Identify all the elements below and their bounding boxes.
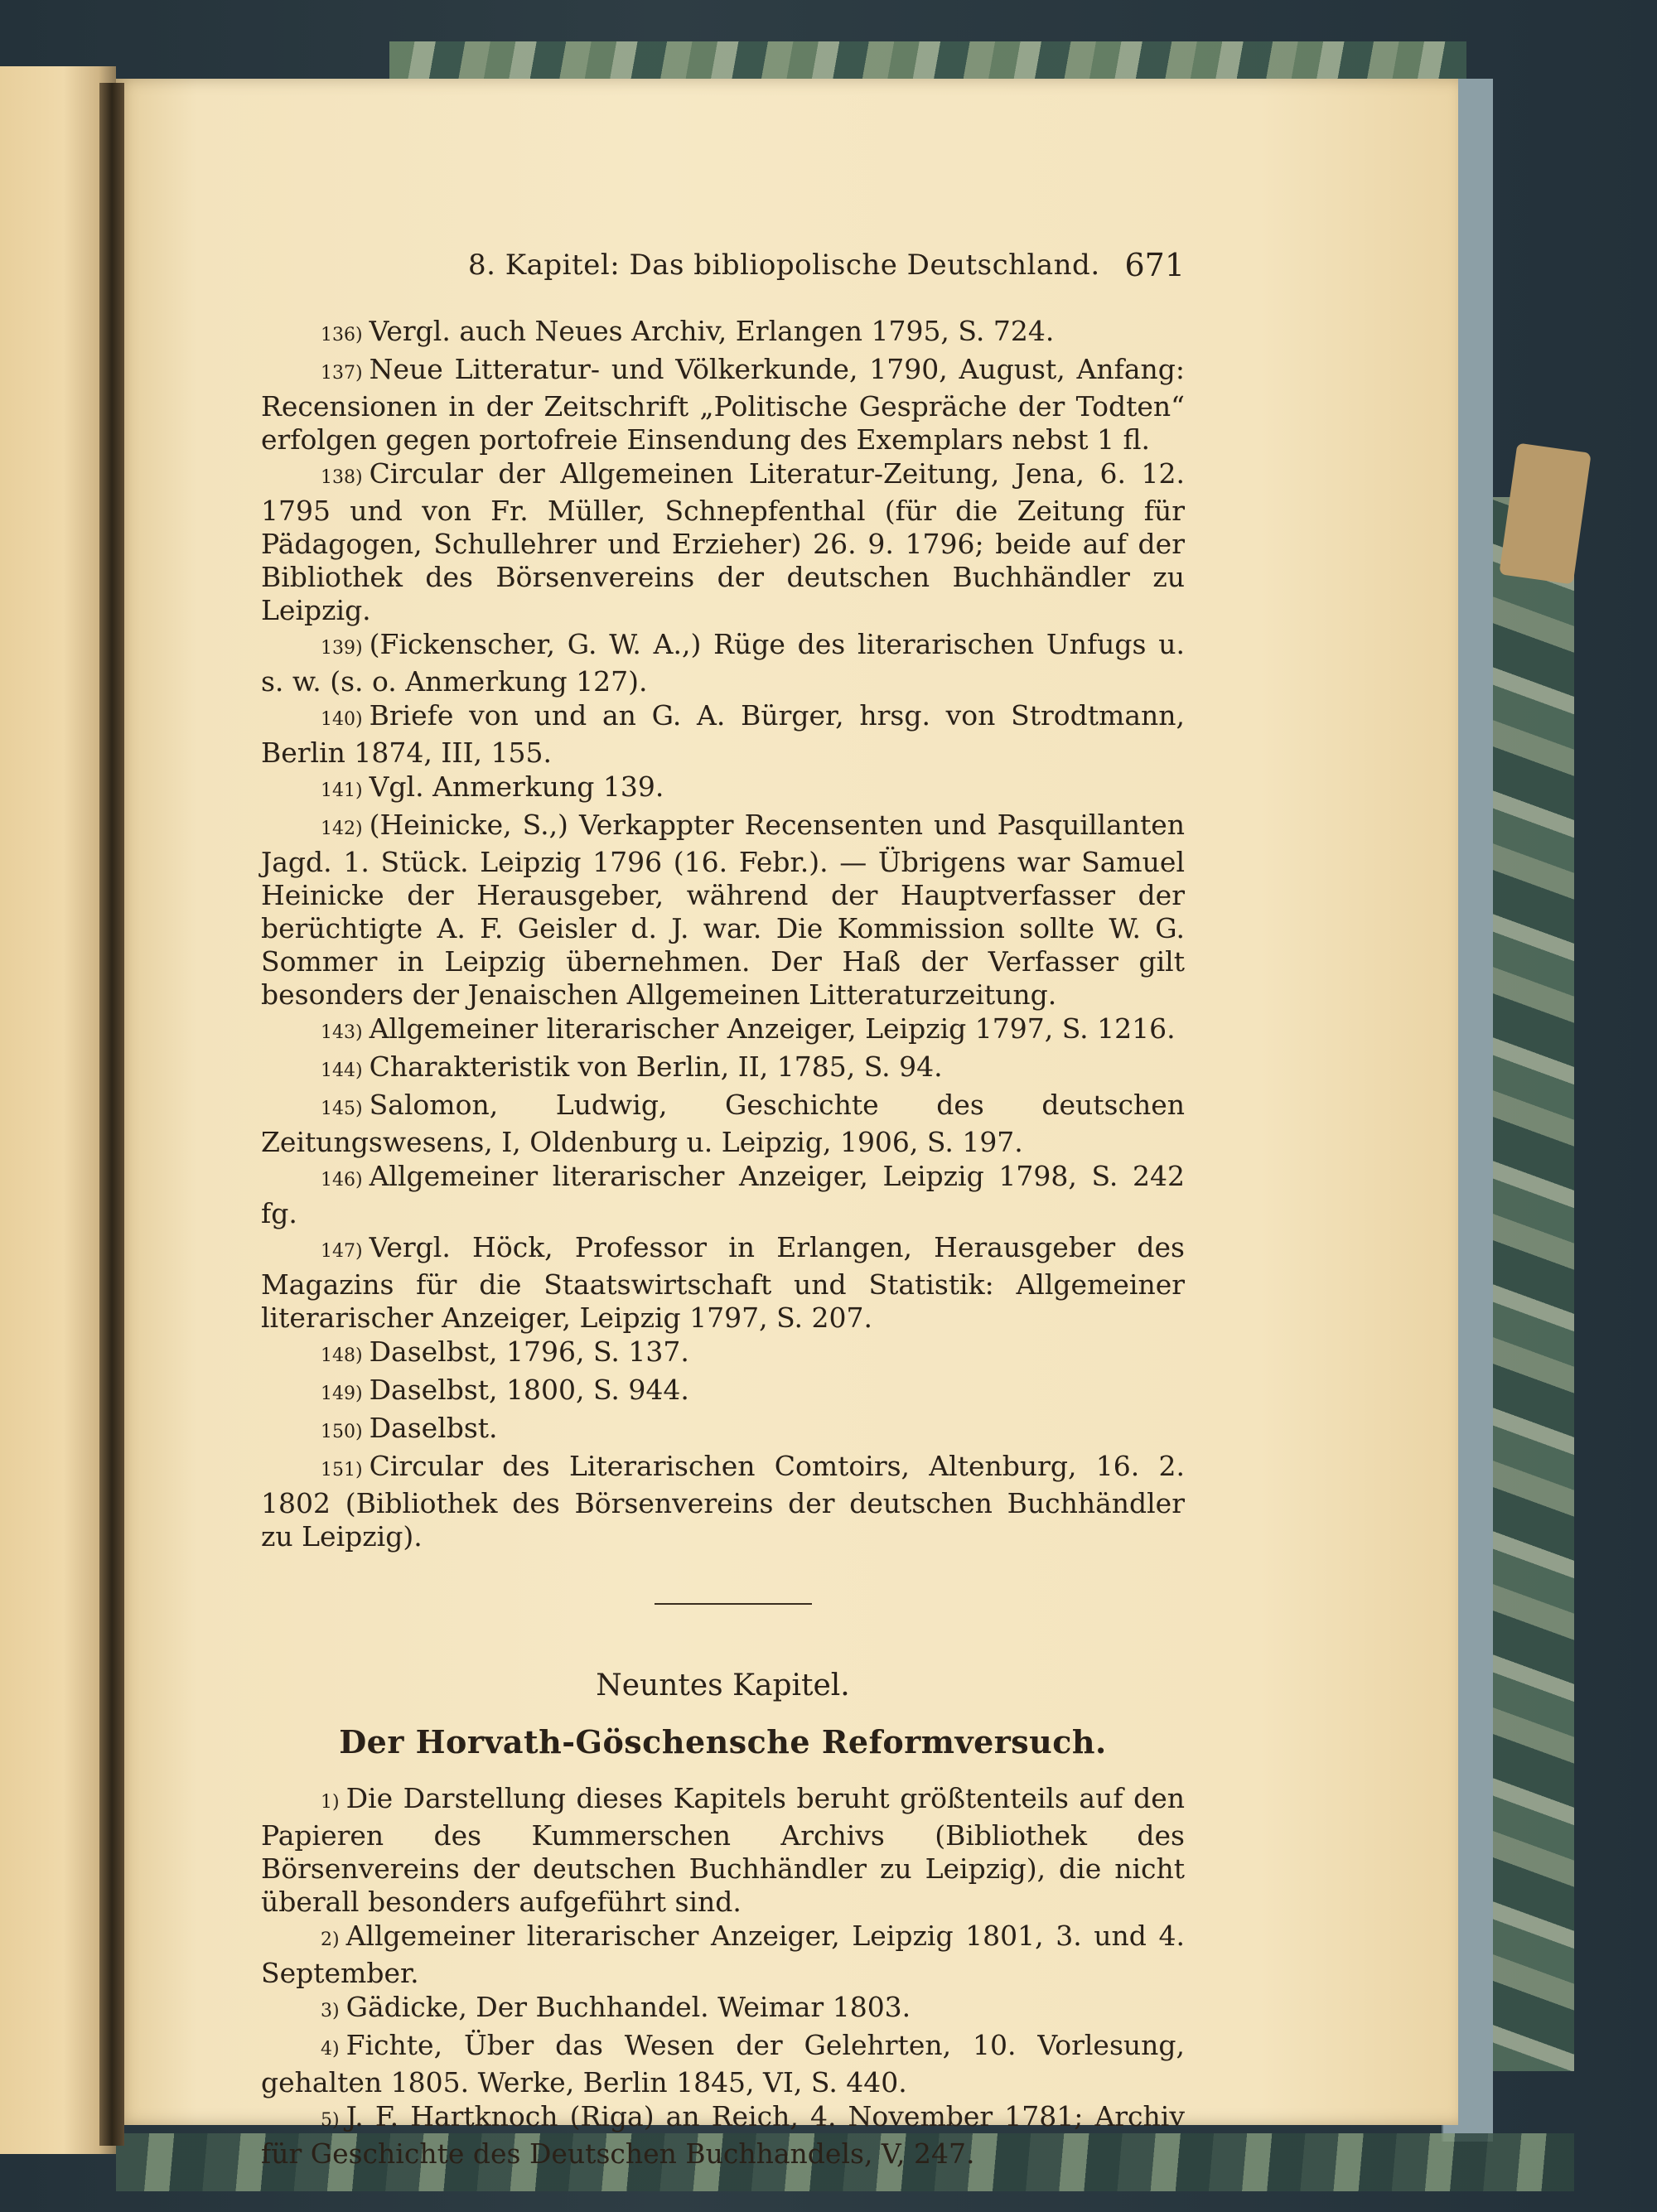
footnote: 141) Vgl. Anmerkung 139. <box>321 770 664 803</box>
chapter-title: Der Horvath-Göschensche Reformversuch. <box>339 1723 1107 1760</box>
page-number: 671 <box>1124 247 1185 283</box>
section-divider <box>655 1603 812 1605</box>
footnote: 136) Vergl. auch Neues Archiv, Erlangen 1795, S. 724. <box>321 315 1055 347</box>
running-title: 8. Kapitel: Das bibliopolische Deutschland. <box>468 249 1100 282</box>
footnote: 1) Die Darstellung dieses Kapitels beruht größtenteils auf den Papieren des Kummerschen Archivs (Bibliothek des Börsenvereins der deutschen Buchhändler zu Leipzig), die nicht überall besonders aufgeführt sind. <box>261 1782 1185 1918</box>
page-content <box>261 249 1185 2171</box>
footnote: 3) Gädicke, Der Buchhandel. Weimar 1803. <box>321 1991 911 2023</box>
book-gutter <box>99 83 124 2146</box>
footnote: 4) Fichte, Über das Wesen der Gelehrten, 10. Vorlesung, gehalten 1805. Werke, Berlin 1845, VI, S. 440. <box>261 2029 1185 2099</box>
footnote: 143) Allgemeiner literarischer Anzeiger, Leipzig 1797, S. 1216. <box>321 1012 1176 1045</box>
running-head <box>261 249 1185 290</box>
footnote: 5) J. F. Hartknoch (Riga) an Reich, 4. November 1781; Archiv für Geschichte des Deutschen Buchhandels, V, 247. <box>261 2100 1185 2170</box>
footnote: 148) Daselbst, 1796, S. 137. <box>321 1335 689 1368</box>
footnote: 140) Briefe von und an G. A. Bürger, hrsg. von Strodtmann, Berlin 1874, III, 155. <box>261 699 1185 769</box>
chapter-label: Neuntes Kapitel. <box>596 1669 850 1702</box>
footnote: 145) Salomon, Ludwig, Geschichte des deutschen Zeitungswesens, I, Oldenburg u. Leipzig, 1906, S. 197. <box>261 1089 1185 1158</box>
footnote: 142) (Heinicke, S.,) Verkappter Recensenten und Pasquillanten Jagd. 1. Stück. Leipzig 1796 (16. Febr.). — Übrigens war Samuel Heinicke der Herausgeber, während der Hauptverfasser der berüchtigte A. F. Geisler d. J. war. Die Kommission sollte W. G. Sommer in Leipzig übernehmen. Der Haß der Verfasser gilt besonders der Jenaischen Allgemeinen Litteraturzeitung. <box>261 809 1185 1011</box>
facing-page <box>0 66 116 2154</box>
footnote: 146) Allgemeiner literarischer Anzeiger, Leipzig 1798, S. 242 fg. <box>261 1160 1185 1229</box>
footnote: 151) Circular des Literarischen Comtoirs, Altenburg, 16. 2. 1802 (Bibliothek des Börsenvereins der deutschen Buchhändler zu Leipzig). <box>261 1450 1185 1553</box>
footnote: 139) (Fickenscher, G. W. A.,) Rüge des literarischen Unfugs u. s. w. (s. o. Anmerkung 127). <box>261 628 1185 698</box>
footnote: 144) Charakteristik von Berlin, II, 1785, S. 94. <box>321 1050 943 1083</box>
cover-corner <box>1499 443 1591 585</box>
footnote: 149) Daselbst, 1800, S. 944. <box>321 1374 689 1406</box>
footnotes-chapter-8 <box>261 315 1185 1553</box>
footnotes-chapter-9 <box>261 1782 1185 2171</box>
footnote: 138) Circular der Allgemeinen Literatur-Zeitung, Jena, 6. 12. 1795 und von Fr. Müller, Schnepfenthal (für die Zeitung für Pädagogen, Schullehrer und Erzieher) 26. 9. 1796; beide auf der Bibliothek des Börsenvereins der deutschen Buchhändler zu Leipzig. <box>261 457 1185 626</box>
footnote: 150) Daselbst. <box>321 1412 498 1444</box>
footnote: 147) Vergl. Höck, Professor in Erlangen, Herausgeber des Magazins für die Staatswirtschaft und Statistik: Allgemeiner literarischer Anzeiger, Leipzig 1797, S. 207. <box>261 1231 1185 1334</box>
footnote: 137) Neue Litteratur- und Völkerkunde, 1790, August, Anfang: Recensionen in der Zeitschrift „Politische Gespräche der Todten“ erfolgen gegen portofreie Einsendung des Exemplars nebst 1 fl. <box>261 353 1185 456</box>
footnote: 2) Allgemeiner literarischer Anzeiger, Leipzig 1801, 3. und 4. September. <box>261 1920 1185 1989</box>
